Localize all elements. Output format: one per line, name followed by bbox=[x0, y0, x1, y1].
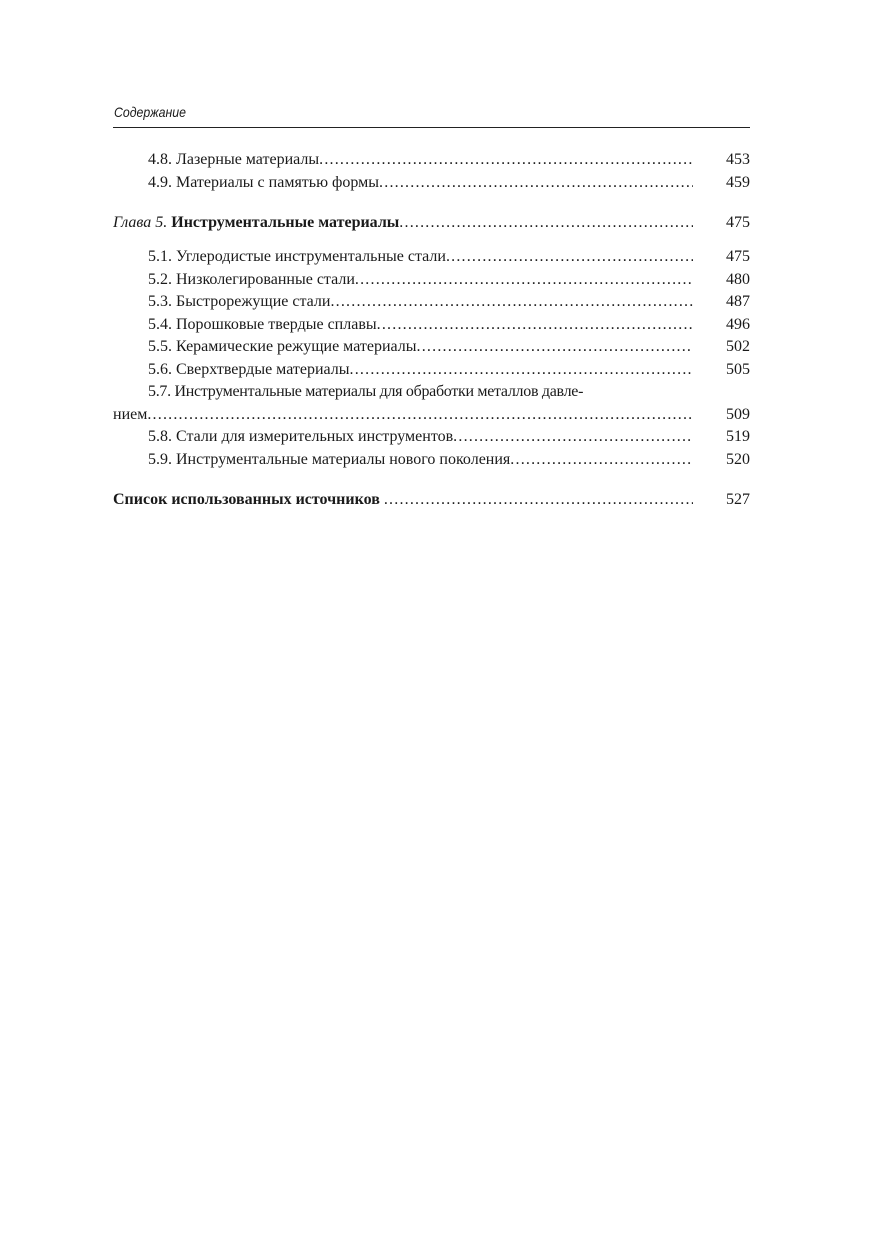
toc-entry-title: 5.9. Инструментальные материалы нового поколения bbox=[148, 451, 511, 468]
toc-entry-page: 475 bbox=[726, 248, 750, 265]
chapter-prefix: Глава 5. bbox=[113, 214, 168, 231]
toc-entry-title: 5.5. Керамические режущие материалы bbox=[148, 338, 417, 355]
dot-leader bbox=[319, 149, 693, 171]
toc-entry-title: Список использованных источников bbox=[113, 491, 380, 508]
toc-entry-page: 519 bbox=[726, 428, 750, 445]
toc-bibliography-entry[interactable] bbox=[113, 489, 750, 511]
toc-entry-page: 505 bbox=[726, 361, 750, 378]
toc-entry-title: 5.8. Стали для измерительных инструментов bbox=[148, 428, 454, 445]
toc-entry[interactable] bbox=[113, 336, 750, 358]
dot-leader bbox=[330, 291, 693, 313]
toc-entry-page: 453 bbox=[726, 151, 750, 168]
toc-entry[interactable] bbox=[113, 449, 750, 471]
toc-entry[interactable] bbox=[113, 269, 750, 291]
toc-entry[interactable] bbox=[113, 359, 750, 381]
toc-entry[interactable] bbox=[113, 172, 750, 194]
toc-entry[interactable] bbox=[113, 149, 750, 171]
dot-leader bbox=[147, 404, 693, 426]
toc-entry-page: 509 bbox=[726, 406, 750, 423]
toc-entry-page: 487 bbox=[726, 293, 750, 310]
toc-entry-page: 527 bbox=[726, 491, 750, 508]
running-header: Содержание bbox=[114, 104, 186, 120]
toc-entry-title: Инструментальные материалы bbox=[171, 214, 400, 231]
toc-entry-title: 5.4. Порошковые твердые сплавы bbox=[148, 316, 377, 333]
header-rule bbox=[113, 127, 750, 128]
dot-leader bbox=[384, 489, 693, 511]
toc-entry-title: 4.8. Лазерные материалы bbox=[148, 151, 320, 168]
dot-leader bbox=[377, 314, 693, 336]
toc-entry[interactable] bbox=[113, 246, 750, 268]
toc-entry-title: 5.7. Инструментальные материалы для обработки металлов давле- bbox=[148, 383, 584, 400]
toc-entry-title: 5.1. Углеродистые инструментальные стали bbox=[148, 248, 446, 265]
toc-entry-title: 4.9. Материалы с памятью формы bbox=[148, 174, 380, 191]
dot-leader bbox=[399, 212, 693, 234]
toc-entry-page: 496 bbox=[726, 316, 750, 333]
toc-entry[interactable] bbox=[113, 314, 750, 336]
toc-entry-page: 502 bbox=[726, 338, 750, 355]
toc-entry[interactable] bbox=[113, 426, 750, 448]
dot-leader bbox=[510, 449, 693, 471]
dot-leader bbox=[379, 172, 693, 194]
toc-entry[interactable] bbox=[113, 291, 750, 313]
toc-entry-page: 520 bbox=[726, 451, 750, 468]
toc-entry-title-cont: нием bbox=[113, 406, 148, 423]
toc-entry-title: 5.2. Низколегированные стали bbox=[148, 271, 355, 288]
toc-entry-line2[interactable] bbox=[113, 404, 750, 426]
dot-leader bbox=[355, 269, 693, 291]
toc-entry-page: 480 bbox=[726, 271, 750, 288]
dot-leader bbox=[417, 336, 693, 358]
toc-entry-title: 5.3. Быстрорежущие стали bbox=[148, 293, 331, 310]
toc-entry-page: 475 bbox=[726, 214, 750, 231]
toc-entry-page: 459 bbox=[726, 174, 750, 191]
toc-chapter-entry[interactable] bbox=[113, 212, 750, 234]
dot-leader bbox=[453, 426, 693, 448]
dot-leader bbox=[350, 359, 693, 381]
toc-entry-title: 5.6. Сверхтвердые материалы bbox=[148, 361, 350, 378]
toc-entry-line1[interactable] bbox=[113, 381, 750, 403]
dot-leader bbox=[446, 246, 693, 268]
